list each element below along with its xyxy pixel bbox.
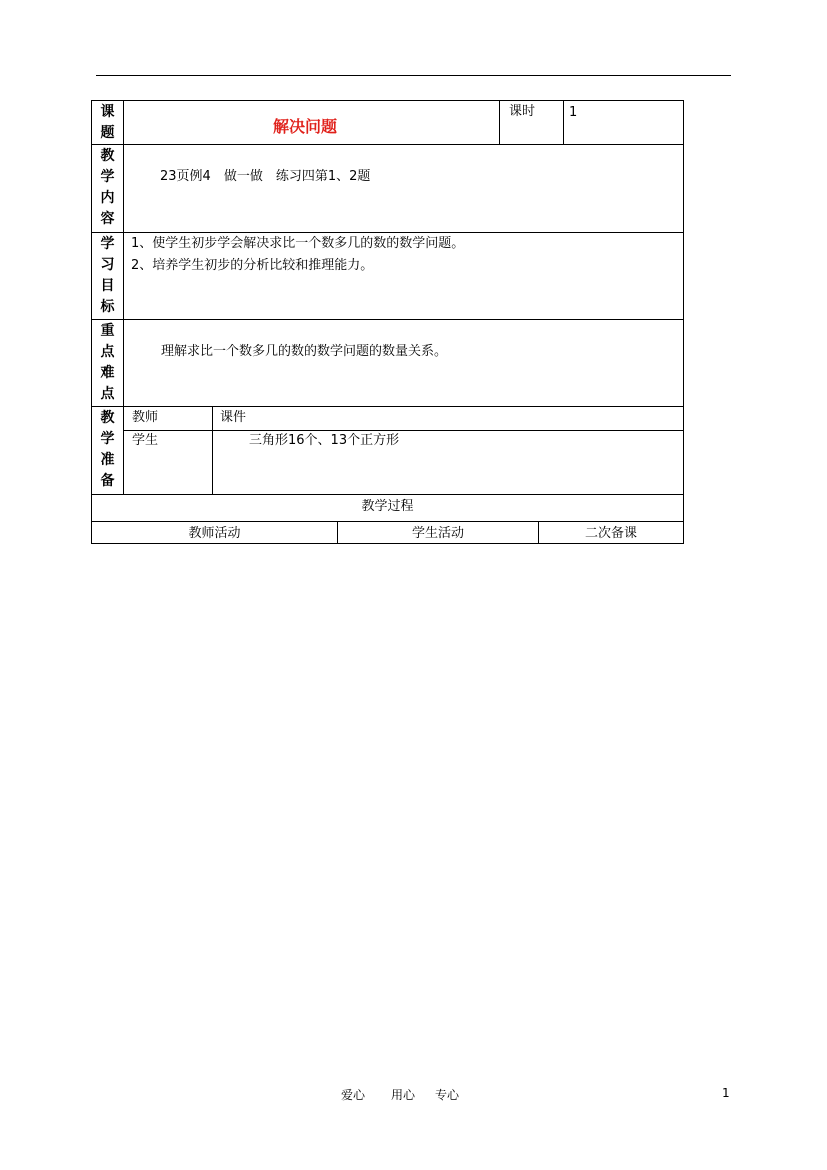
student-value: 三角形16个、13个正方形: [249, 433, 400, 448]
key-points-label: 重 点 难 点: [91, 319, 124, 407]
periods-label: 课时: [509, 104, 536, 119]
teacher-label: 教师: [132, 410, 159, 425]
teacher-activity-header: 教师活动: [91, 521, 338, 544]
preparation-label: 教 学 准 备: [91, 406, 124, 495]
teacher-value: 课件: [220, 410, 247, 425]
content-text: 23页例4 做一做 练习四第1、2题: [160, 169, 371, 184]
teacher-label-cell: [123, 406, 213, 431]
header-rule: [96, 75, 731, 76]
content-cell: [123, 144, 684, 233]
lesson-title: 解决问题: [273, 117, 338, 136]
second-prep-header: 二次备课: [538, 521, 684, 544]
footer-motto-2: 用心: [391, 1088, 416, 1102]
key-points-text: 理解求比一个数多几的数的数学问题的数量关系。: [161, 344, 448, 359]
footer-motto-1: 爱心: [341, 1088, 366, 1102]
periods-value-cell: [563, 100, 684, 145]
objectives-label: 学 习 目 标: [91, 232, 124, 320]
objective-item: 1、使学生初步学会解决求比一个数多几的数的数学问题。: [131, 236, 465, 251]
process-heading: 教学过程: [361, 499, 414, 514]
process-heading-cell: [91, 494, 684, 522]
topic-label: 课 题: [91, 100, 124, 145]
student-value-cell: [212, 430, 684, 495]
periods-value: 1: [569, 105, 578, 120]
content-label: 教 学 内 容: [91, 144, 124, 233]
teacher-value-cell: [212, 406, 684, 431]
student-label: 学生: [132, 433, 159, 448]
key-points-cell: [123, 319, 684, 407]
objectives-cell: [123, 232, 684, 320]
student-label-cell: [123, 430, 213, 495]
title-cell: [123, 100, 500, 145]
objective-item: 2、培养学生初步的分析比较和推理能力。: [131, 258, 374, 273]
periods-label-cell: [499, 100, 564, 145]
student-activity-header: 学生活动: [337, 521, 539, 544]
footer-motto-3: 专心: [435, 1088, 460, 1102]
page-number: 1: [722, 1086, 730, 1100]
